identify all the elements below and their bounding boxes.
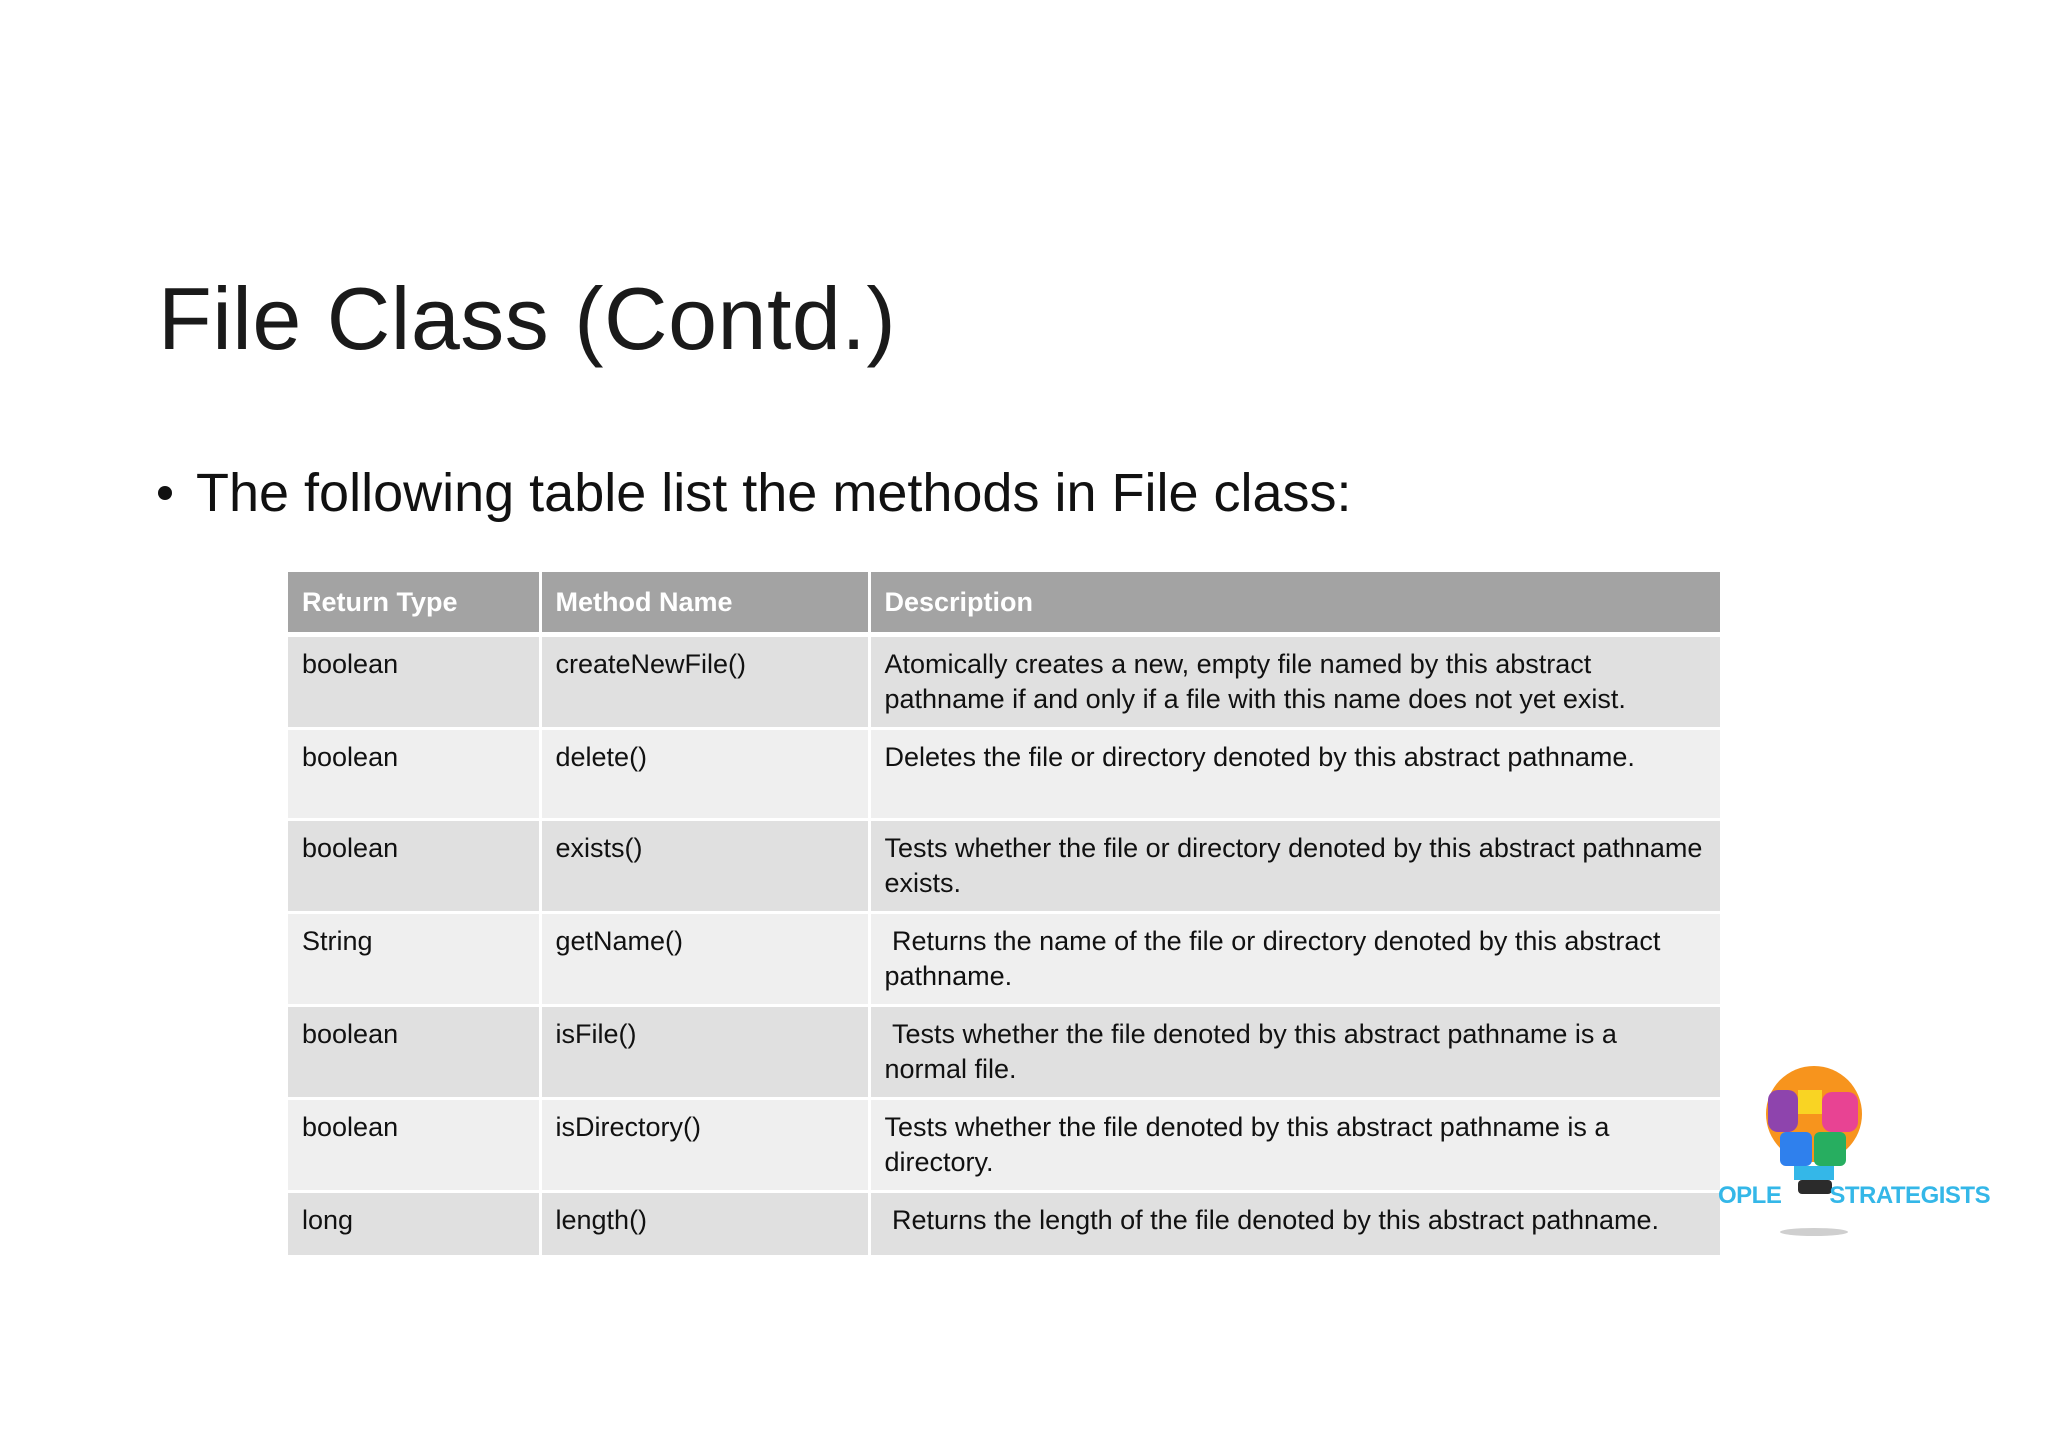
cell-method-name: isDirectory() — [540, 1099, 869, 1192]
cell-method-name: getName() — [540, 913, 869, 1006]
logo-piece-green — [1814, 1132, 1846, 1166]
header-return-type: Return Type — [288, 572, 540, 635]
methods-table — [288, 572, 1720, 1258]
bullet-point — [158, 462, 1352, 524]
cell-return-type: String — [288, 913, 540, 1006]
company-logo — [1718, 1062, 1998, 1242]
table-row — [288, 635, 1720, 729]
lightbulb-puzzle-icon — [1718, 1062, 1998, 1242]
logo-text-left: OPLE — [1718, 1182, 1782, 1209]
header-description: Description — [869, 572, 1720, 635]
logo-piece-blue — [1780, 1132, 1812, 1166]
logo-wordmark — [1718, 1182, 1998, 1210]
cell-description: Tests whether the file denoted by this abstract pathname is a normal file. — [869, 1006, 1720, 1099]
table-row — [288, 820, 1720, 913]
logo-text-right: STRATEGISTS — [1829, 1182, 1991, 1209]
cell-return-type: boolean — [288, 1006, 540, 1099]
header-method-name: Method Name — [540, 572, 869, 635]
logo-piece-pink — [1822, 1092, 1858, 1132]
cell-description: Deletes the file or directory denoted by this abstract pathname. — [869, 729, 1720, 820]
table-row — [288, 1192, 1720, 1257]
cell-description: Returns the name of the file or directory denoted by this abstract pathname. — [869, 913, 1720, 1006]
logo-piece-purple — [1768, 1090, 1798, 1132]
cell-description: Returns the length of the file denoted by this abstract pathname. — [869, 1192, 1720, 1257]
logo-piece-yellow — [1798, 1090, 1822, 1114]
slide-title: File Class (Contd.) — [158, 269, 897, 368]
logo-piece-cyan — [1794, 1166, 1834, 1180]
bullet-text: The following table list the methods in File class: — [196, 463, 1352, 523]
cell-method-name: createNewFile() — [540, 635, 869, 729]
cell-description: Tests whether the file or directory denoted by this abstract pathname exists. — [869, 820, 1720, 913]
logo-shadow — [1780, 1228, 1848, 1236]
cell-return-type: long — [288, 1192, 540, 1257]
cell-method-name: isFile() — [540, 1006, 869, 1099]
table-row — [288, 913, 1720, 1006]
cell-description: Tests whether the file denoted by this abstract pathname is a directory. — [869, 1099, 1720, 1192]
cell-method-name: length() — [540, 1192, 869, 1257]
cell-description: Atomically creates a new, empty file named by this abstract pathname if and only if a file with this name does not yet exist. — [869, 635, 1720, 729]
cell-return-type: boolean — [288, 635, 540, 729]
cell-return-type: boolean — [288, 729, 540, 820]
table-row — [288, 1099, 1720, 1192]
table-header-row — [288, 572, 1720, 635]
table-row — [288, 1006, 1720, 1099]
bullet-dot-icon — [158, 486, 172, 500]
cell-return-type: boolean — [288, 820, 540, 913]
cell-method-name: exists() — [540, 820, 869, 913]
cell-return-type: boolean — [288, 1099, 540, 1192]
table-row — [288, 729, 1720, 820]
cell-method-name: delete() — [540, 729, 869, 820]
